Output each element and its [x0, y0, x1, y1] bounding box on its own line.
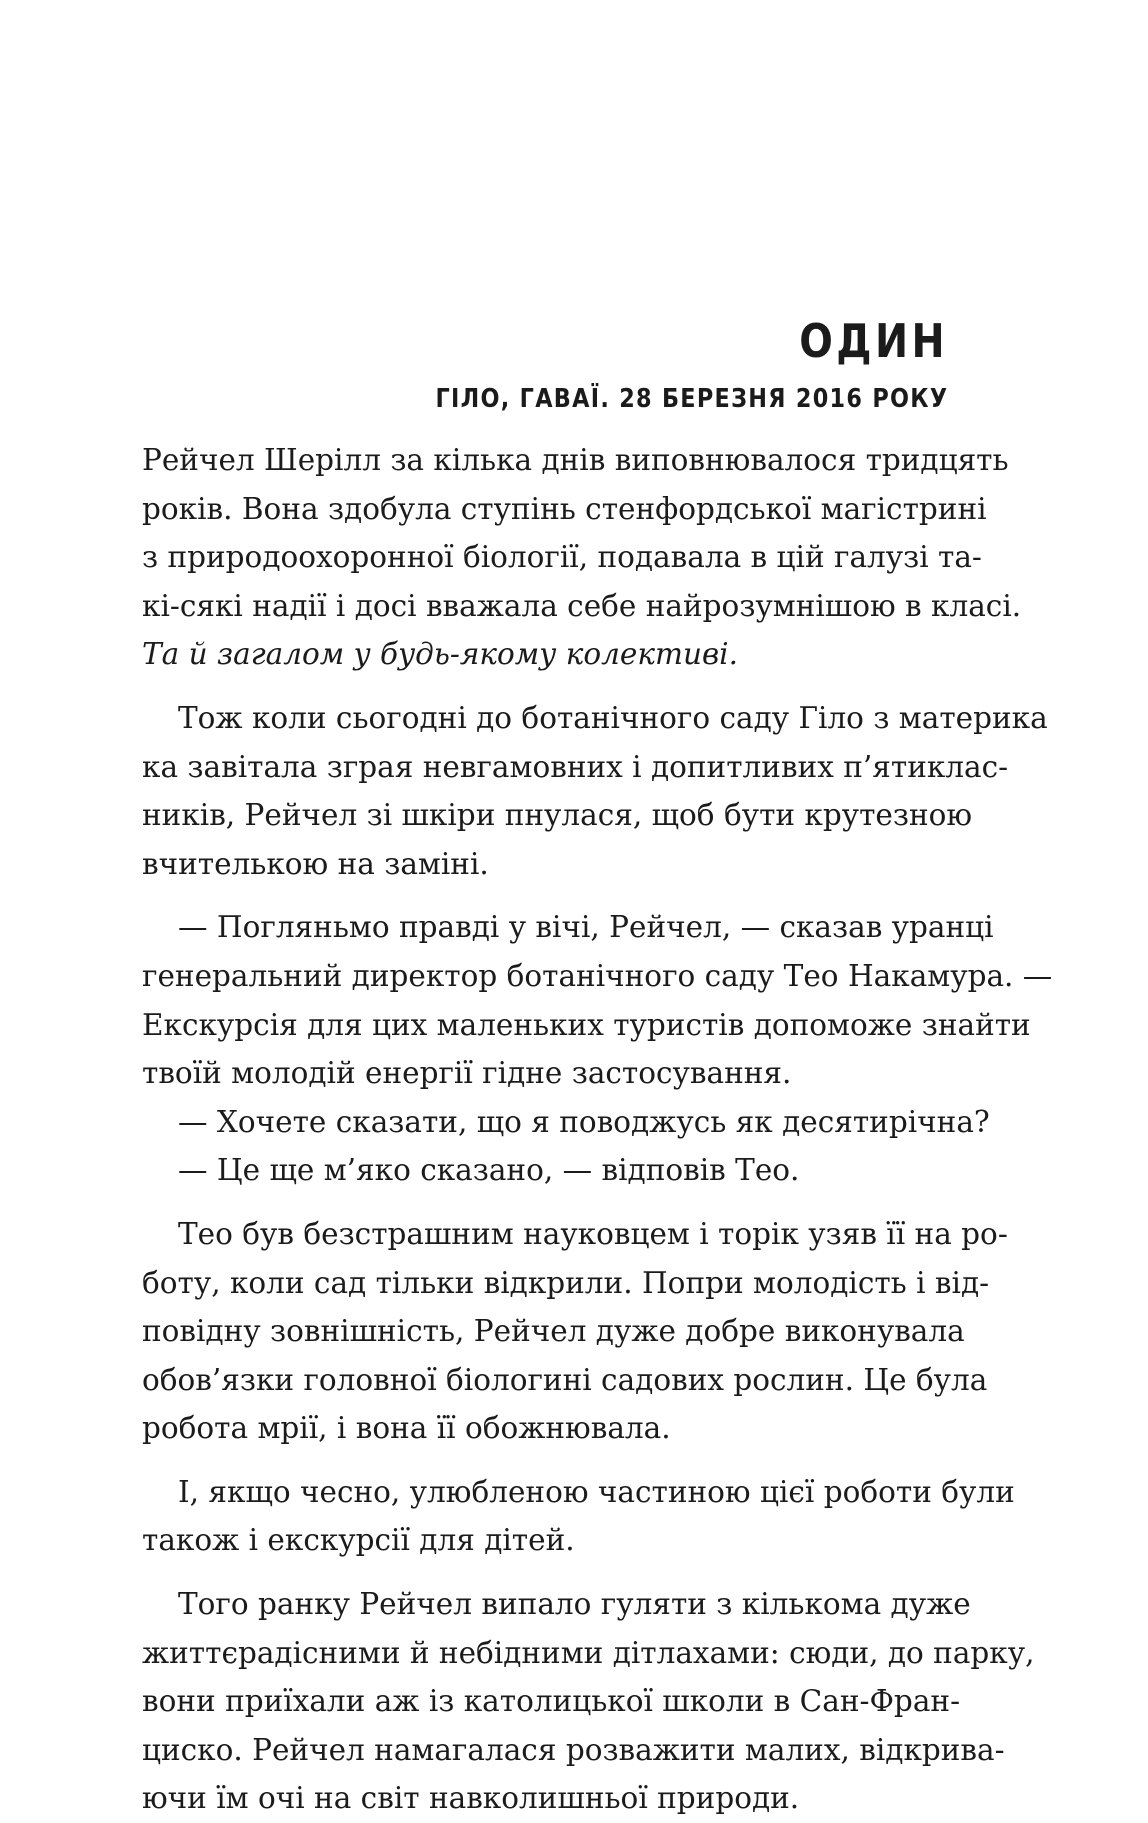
chapter-dateline: ГІЛО, ГАВАЇ. 28 БЕРЕЗНЯ 2016 РОКУ [435, 384, 948, 414]
paragraph [142, 1146, 948, 1195]
paragraph [142, 1580, 1035, 1823]
text-line: — Це ще м’яко сказано, — відповів Тео. [178, 1153, 800, 1188]
text-line: також і екскурсії для дітей. [142, 1523, 575, 1558]
text-line: ючи їм очі на світ навколишньої природи. [142, 1781, 800, 1816]
paragraph [142, 903, 1053, 1097]
text-line: — Погляньмо правді у вічі, Рейчел, — сказав уранці [178, 910, 994, 945]
text-line: вони приїхали аж із католицької школи в Сан-Фран- [142, 1684, 961, 1719]
text-line: циско. Рейчел намагалася розважити малих, відкрива- [142, 1732, 1005, 1767]
text-line: І, якщо чесно, улюбленою частиною цієї роботи були [178, 1474, 1015, 1509]
text-line: Того ранку Рейчел випало гуляти з кількома дуже [178, 1587, 971, 1622]
text-line: Тож коли сьогодні до ботанічного саду Гіло з материка [178, 700, 1048, 735]
text-line: ників, Рейчел зі шкіри пнулася, щоб бути крутезною [142, 798, 973, 833]
paragraph [142, 1098, 990, 1147]
text-line: — Хочете сказати, що я поводжусь як десятирічна? [178, 1104, 990, 1139]
text-line: Та й загалом у будь-якому колективі. [142, 637, 738, 672]
text-line: життєрадісними й небідними дітлахами: сюди, до парку, [142, 1635, 1035, 1670]
text-line: робота мрії, і вона її обожнювала. [142, 1411, 671, 1446]
text-line: боту, коли сад тільки відкрили. Попри молодість і від- [142, 1265, 990, 1300]
chapter-title: ОДИН [799, 314, 948, 368]
text-line: з природоохоронної біології, подавала в цій галузі та- [142, 540, 982, 575]
text-line: Тео був безстрашним науковцем і торік узяв її на ро- [178, 1216, 1008, 1251]
text-line: ка завітала зграя невгамовних і допитливих п’ятиклас- [142, 749, 1009, 784]
paragraph [142, 694, 1048, 888]
text-line: обов’язки головної біологині садових рослин. Це була [142, 1362, 988, 1397]
text-line: повідну зовнішність, Рейчел дуже добре виконувала [142, 1314, 965, 1349]
paragraph [142, 1468, 1015, 1565]
paragraph [142, 436, 1022, 679]
text-line: кі-сякі надії і досі вважала себе найрозумнішою в класі. [142, 588, 1022, 623]
text-line: років. Вона здобула ступінь стенфордської магістрині [142, 491, 987, 526]
text-line: генеральний директор ботанічного саду Тео Накамура. — [142, 958, 1053, 993]
text-line: твоїй молодій енергії гідне застосування. [142, 1056, 792, 1091]
text-line: вчителькою на заміні. [142, 846, 489, 881]
paragraph [142, 1210, 1008, 1453]
text-line: Рейчел Шерілл за кілька днів виповнювалося тридцять [142, 443, 1009, 477]
chapter-body [142, 436, 1053, 1823]
text-line: Екскурсія для цих маленьких туристів допоможе знайти [142, 1007, 1031, 1042]
